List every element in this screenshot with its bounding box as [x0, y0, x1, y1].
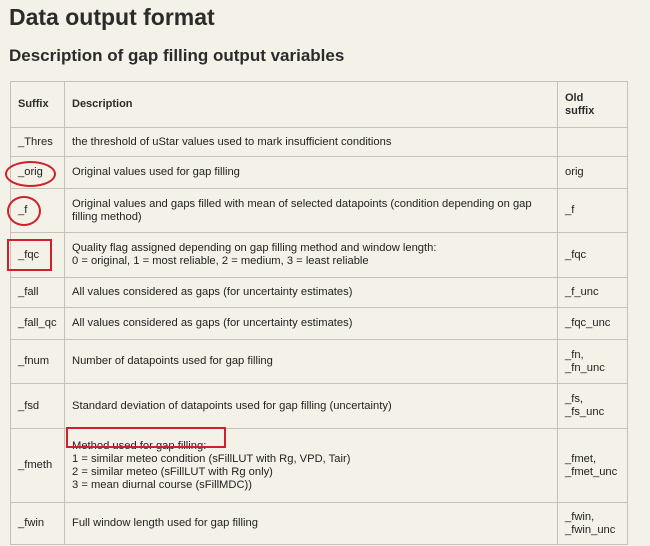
old-suffix-cell: _fmet, _fmet_unc [558, 429, 628, 503]
table-row [11, 189, 628, 233]
suffix-cell: _fwin [11, 503, 65, 545]
method-highlight-box [66, 427, 226, 448]
table-row [11, 233, 628, 278]
suffix-cell: _orig [11, 157, 65, 189]
description-cell: All values considered as gaps (for uncertainty estimates) [65, 308, 558, 340]
old-suffix-cell: _fs, _fs_unc [558, 384, 628, 429]
table-header-row [11, 82, 628, 128]
description-cell: Standard deviation of datapoints used for gap filling (uncertainty) [65, 384, 558, 429]
table-row [11, 128, 628, 157]
description-cell: Original values and gaps filled with mean of selected datapoints (condition depending on gap filling method) [65, 189, 558, 233]
suffix-cell: _Thres [11, 128, 65, 157]
suffix-cell: _fmeth [11, 429, 65, 503]
header-old-suffix: Old suffix [558, 82, 628, 128]
old-suffix-cell: _fqc [558, 233, 628, 278]
orig-highlight-circle [5, 161, 56, 187]
section-subtitle: Description of gap filling output variables [9, 46, 345, 65]
suffix-cell: _fnum [11, 340, 65, 384]
description-cell: All values considered as gaps (for uncertainty estimates) [65, 278, 558, 308]
page-title: Data output format [9, 4, 215, 30]
description-cell: Quality flag assigned depending on gap filling method and window length: 0 = original, 1 = most reliable, 2 = medium, 3 = least reliable [65, 233, 558, 278]
description-cell: Original values used for gap filling [65, 157, 558, 189]
suffix-cell: _fall [11, 278, 65, 308]
old-suffix-cell: _f [558, 189, 628, 233]
f-highlight-circle [7, 196, 41, 226]
description-cell: Method used for gap filling: 1 = similar meteo condition (sFillLUT with Rg, VPD, Tair) 2 = similar meteo (sFillLUT with Rg only) 3 = mean diurnal course (sFillMDC)) [65, 429, 558, 503]
old-suffix-cell: _fn, _fn_unc [558, 340, 628, 384]
table-row [11, 503, 628, 545]
old-suffix-cell: _fqc_unc [558, 308, 628, 340]
old-suffix-cell: orig [558, 157, 628, 189]
table-row [11, 384, 628, 429]
description-cell: Full window length used for gap filling [65, 503, 558, 545]
table-row [11, 340, 628, 384]
old-suffix-cell: _f_unc [558, 278, 628, 308]
suffix-cell: _f [11, 189, 65, 233]
old-suffix-cell: _fwin, _fwin_unc [558, 503, 628, 545]
description-cell: the threshold of uStar values used to mark insufficient conditions [65, 128, 558, 157]
old-suffix-cell [558, 128, 628, 157]
table-row [11, 308, 628, 340]
description-cell: Number of datapoints used for gap filling [65, 340, 558, 384]
header-description: Description [65, 82, 558, 128]
fqc-highlight-box [7, 239, 52, 271]
suffix-cell: _fsd [11, 384, 65, 429]
table-row [11, 278, 628, 308]
output-variables-table [10, 81, 628, 545]
header-suffix: Suffix [11, 82, 65, 128]
table-row [11, 157, 628, 189]
suffix-cell: _fall_qc [11, 308, 65, 340]
suffix-cell: _fqc [11, 233, 65, 278]
